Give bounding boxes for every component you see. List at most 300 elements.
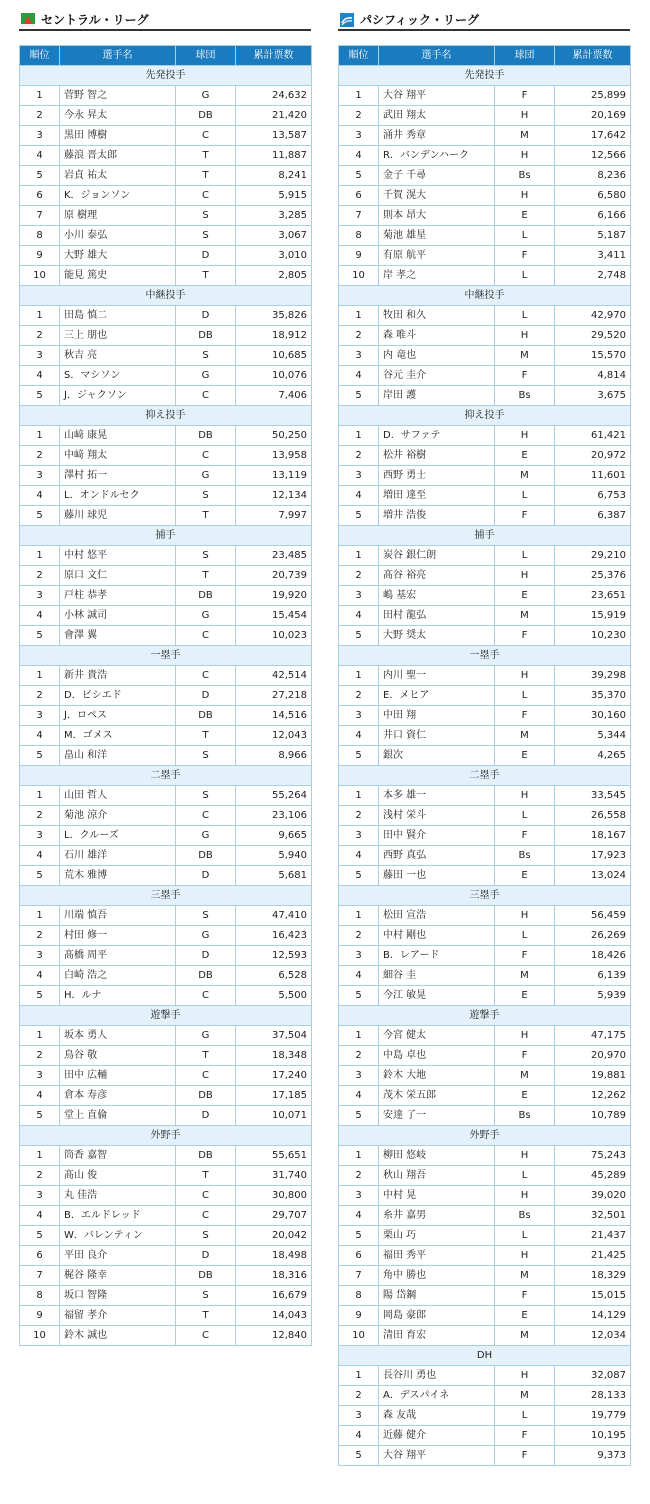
team-cell: E (495, 1086, 555, 1106)
table-row (20, 846, 312, 866)
votes-cell: 27,218 (236, 686, 312, 706)
votes-cell: 56,459 (555, 906, 631, 926)
player-name-cell: R．バンデンハーク (379, 146, 495, 166)
team-cell: C (176, 386, 236, 406)
table-row (339, 326, 631, 346)
player-name-cell: 栗山 巧 (379, 1226, 495, 1246)
rank-cell: 8 (339, 1286, 379, 1306)
rank-cell: 8 (20, 1286, 60, 1306)
player-name-cell: 大谷 翔平 (379, 86, 495, 106)
central-league-logo-icon (21, 13, 35, 27)
central-league-header (19, 10, 311, 31)
votes-cell: 16,423 (236, 926, 312, 946)
position-header-row (339, 646, 631, 666)
player-name-cell: H．ルナ (60, 986, 176, 1006)
table-row (339, 846, 631, 866)
team-cell: M (495, 606, 555, 626)
votes-cell: 6,166 (555, 206, 631, 226)
team-cell: C (176, 806, 236, 826)
rank-cell: 2 (339, 106, 379, 126)
rank-cell: 2 (339, 326, 379, 346)
team-cell: T (176, 266, 236, 286)
player-name-cell: 澤村 拓一 (60, 466, 176, 486)
team-cell: L (495, 306, 555, 326)
team-cell: T (176, 146, 236, 166)
table-row (339, 386, 631, 406)
player-name-cell: 岸田 護 (379, 386, 495, 406)
team-cell: S (176, 786, 236, 806)
votes-cell: 12,262 (555, 1086, 631, 1106)
table-row (339, 606, 631, 626)
table-row (20, 486, 312, 506)
position-header-row (20, 766, 312, 786)
rank-cell: 6 (339, 1246, 379, 1266)
player-name-cell: 本多 雄一 (379, 786, 495, 806)
table-row (20, 446, 312, 466)
position-header-row (339, 286, 631, 306)
position-header: 遊撃手 (339, 1006, 631, 1026)
votes-cell: 42,514 (236, 666, 312, 686)
player-name-cell: 岡島 豪郎 (379, 1306, 495, 1326)
team-cell: L (495, 1406, 555, 1426)
rank-cell: 1 (339, 786, 379, 806)
position-header: 遊撃手 (20, 1006, 312, 1026)
table-row (20, 906, 312, 926)
votes-cell: 14,516 (236, 706, 312, 726)
votes-cell: 13,119 (236, 466, 312, 486)
votes-cell: 42,970 (555, 306, 631, 326)
player-name-cell: 川端 慎吾 (60, 906, 176, 926)
player-name-cell: 畠山 和洋 (60, 746, 176, 766)
table-row (20, 326, 312, 346)
votes-cell: 6,139 (555, 966, 631, 986)
position-header-row (339, 1346, 631, 1366)
team-cell: L (495, 546, 555, 566)
table-row (339, 1446, 631, 1466)
player-name-cell: 鳥谷 敬 (60, 1046, 176, 1066)
table-row (20, 966, 312, 986)
position-header-row (339, 766, 631, 786)
team-cell: E (495, 986, 555, 1006)
rank-cell: 1 (339, 906, 379, 926)
votes-cell: 18,426 (555, 946, 631, 966)
team-cell: M (495, 726, 555, 746)
player-name-cell: D．サファテ (379, 426, 495, 446)
team-cell: M (495, 126, 555, 146)
player-name-cell: 涌井 秀章 (379, 126, 495, 146)
table-header-row (339, 46, 631, 66)
player-name-cell: M．ゴメス (60, 726, 176, 746)
player-name-cell: 西野 真弘 (379, 846, 495, 866)
rank-cell: 4 (20, 1086, 60, 1106)
pacific-league-panel (338, 10, 630, 1466)
table-row (339, 706, 631, 726)
position-header-row (339, 66, 631, 86)
rank-cell: 4 (339, 606, 379, 626)
votes-cell: 15,919 (555, 606, 631, 626)
team-cell: C (176, 626, 236, 646)
table-row (339, 346, 631, 366)
player-name-cell: B．エルドレッド (60, 1206, 176, 1226)
rank-cell: 4 (339, 1086, 379, 1106)
team-cell: S (176, 906, 236, 926)
table-row (20, 506, 312, 526)
table-row (20, 986, 312, 1006)
votes-cell: 17,923 (555, 846, 631, 866)
table-row (339, 986, 631, 1006)
table-row (339, 1166, 631, 1186)
votes-cell: 10,685 (236, 346, 312, 366)
votes-cell: 50,250 (236, 426, 312, 446)
votes-cell: 7,406 (236, 386, 312, 406)
player-name-cell: L．クルーズ (60, 826, 176, 846)
player-name-cell: E．メヒア (379, 686, 495, 706)
position-header-row (20, 406, 312, 426)
player-name-cell: 浅村 栄斗 (379, 806, 495, 826)
position-header: 中継投手 (20, 286, 312, 306)
team-cell: C (176, 1326, 236, 1346)
team-cell: T (176, 1306, 236, 1326)
player-name-cell: 増田 達至 (379, 486, 495, 506)
votes-cell: 19,920 (236, 586, 312, 606)
table-row (20, 166, 312, 186)
table-row (20, 426, 312, 446)
table-row (20, 226, 312, 246)
rank-cell: 3 (339, 466, 379, 486)
player-name-cell: 中村 剛也 (379, 926, 495, 946)
rank-cell: 9 (20, 246, 60, 266)
table-row (339, 306, 631, 326)
rank-cell: 1 (339, 546, 379, 566)
table-row (339, 86, 631, 106)
votes-cell: 21,420 (236, 106, 312, 126)
table-row (20, 1326, 312, 1346)
player-name-cell: 中村 悠平 (60, 546, 176, 566)
rank-cell: 5 (20, 986, 60, 1006)
rank-cell: 1 (20, 906, 60, 926)
team-cell: G (176, 1026, 236, 1046)
player-name-cell: 松田 宣浩 (379, 906, 495, 926)
rank-cell: 4 (20, 846, 60, 866)
votes-cell: 23,106 (236, 806, 312, 826)
central-league-title: セントラル・リーグ (41, 13, 149, 27)
rank-cell: 4 (20, 966, 60, 986)
player-name-cell: 坂本 勇人 (60, 1026, 176, 1046)
table-row (339, 366, 631, 386)
table-row (20, 1086, 312, 1106)
team-cell: F (495, 826, 555, 846)
rank-cell: 5 (339, 626, 379, 646)
player-name-cell: 小川 泰弘 (60, 226, 176, 246)
team-cell: H (495, 566, 555, 586)
player-name-cell: 髙橋 周平 (60, 946, 176, 966)
table-row (20, 826, 312, 846)
rank-cell: 2 (339, 806, 379, 826)
votes-cell: 20,970 (555, 1046, 631, 1066)
table-row (339, 1246, 631, 1266)
player-name-cell: D．ビシエド (60, 686, 176, 706)
player-name-cell: S．マシソン (60, 366, 176, 386)
team-cell: DB (176, 586, 236, 606)
team-cell: F (495, 246, 555, 266)
votes-cell: 7,997 (236, 506, 312, 526)
rank-cell: 3 (20, 1186, 60, 1206)
rank-cell: 4 (20, 146, 60, 166)
player-name-cell: 近藤 健介 (379, 1426, 495, 1446)
col-header-votes: 累計票数 (555, 46, 631, 66)
rank-cell: 2 (20, 326, 60, 346)
player-name-cell: 岸 孝之 (379, 266, 495, 286)
team-cell: C (176, 1186, 236, 1206)
rank-cell: 1 (20, 1146, 60, 1166)
team-cell: H (495, 906, 555, 926)
table-row (20, 606, 312, 626)
table-row (20, 546, 312, 566)
team-cell: DB (176, 1086, 236, 1106)
rank-cell: 5 (20, 166, 60, 186)
player-name-cell: 菅野 智之 (60, 86, 176, 106)
rank-cell: 4 (20, 366, 60, 386)
rank-cell: 3 (20, 466, 60, 486)
rank-cell: 2 (339, 686, 379, 706)
position-header-row (20, 646, 312, 666)
votes-cell: 18,912 (236, 326, 312, 346)
player-name-cell: 原口 文仁 (60, 566, 176, 586)
table-row (20, 386, 312, 406)
position-header: 先発投手 (20, 66, 312, 86)
table-row (20, 666, 312, 686)
team-cell: T (176, 726, 236, 746)
team-cell: L (495, 226, 555, 246)
team-cell: DB (176, 846, 236, 866)
player-name-cell: 梶谷 隆幸 (60, 1266, 176, 1286)
team-cell: M (495, 346, 555, 366)
votes-cell: 55,651 (236, 1146, 312, 1166)
votes-cell: 5,344 (555, 726, 631, 746)
votes-cell: 47,175 (555, 1026, 631, 1046)
votes-cell: 5,500 (236, 986, 312, 1006)
rank-cell: 3 (339, 586, 379, 606)
rank-cell: 3 (339, 1186, 379, 1206)
rank-cell: 3 (20, 346, 60, 366)
table-row (20, 466, 312, 486)
team-cell: M (495, 1266, 555, 1286)
rank-cell: 1 (20, 1026, 60, 1046)
position-header-row (339, 526, 631, 546)
votes-cell: 15,015 (555, 1286, 631, 1306)
team-cell: M (495, 1326, 555, 1346)
player-name-cell: 中村 晃 (379, 1186, 495, 1206)
table-row (20, 266, 312, 286)
table-header-row (20, 46, 312, 66)
team-cell: DB (176, 426, 236, 446)
position-header: 三塁手 (20, 886, 312, 906)
table-row (20, 1246, 312, 1266)
rank-cell: 2 (20, 106, 60, 126)
rank-cell: 3 (20, 706, 60, 726)
table-row (20, 366, 312, 386)
rank-cell: 5 (339, 1106, 379, 1126)
rank-cell: 3 (20, 126, 60, 146)
rank-cell: 5 (339, 166, 379, 186)
rank-cell: 2 (20, 566, 60, 586)
rank-cell: 4 (339, 1426, 379, 1446)
table-row (339, 1326, 631, 1346)
rank-cell: 2 (339, 566, 379, 586)
player-name-cell: L．オンドルセク (60, 486, 176, 506)
table-row (20, 1206, 312, 1226)
votes-cell: 12,043 (236, 726, 312, 746)
table-row (339, 566, 631, 586)
rank-cell: 4 (20, 486, 60, 506)
team-cell: F (495, 366, 555, 386)
table-row (339, 866, 631, 886)
position-header: 外野手 (20, 1126, 312, 1146)
player-name-cell: 今宮 健太 (379, 1026, 495, 1046)
team-cell: L (495, 486, 555, 506)
table-row (20, 1046, 312, 1066)
table-row (339, 1366, 631, 1386)
votes-cell: 9,373 (555, 1446, 631, 1466)
team-cell: D (176, 1106, 236, 1126)
table-row (339, 726, 631, 746)
table-row (20, 926, 312, 946)
position-header: 二塁手 (339, 766, 631, 786)
votes-cell: 47,410 (236, 906, 312, 926)
votes-cell: 30,160 (555, 706, 631, 726)
team-cell: H (495, 1186, 555, 1206)
team-cell: T (176, 506, 236, 526)
votes-cell: 13,024 (555, 866, 631, 886)
team-cell: F (495, 706, 555, 726)
team-cell: H (495, 1026, 555, 1046)
rank-cell: 5 (339, 986, 379, 1006)
rank-cell: 5 (20, 626, 60, 646)
team-cell: E (495, 586, 555, 606)
votes-cell: 26,269 (555, 926, 631, 946)
player-name-cell: 髙山 俊 (60, 1166, 176, 1186)
player-name-cell: 白崎 浩之 (60, 966, 176, 986)
rank-cell: 9 (339, 246, 379, 266)
votes-cell: 19,779 (555, 1406, 631, 1426)
rank-cell: 1 (339, 306, 379, 326)
table-row (20, 306, 312, 326)
table-row (339, 1186, 631, 1206)
pacific-votes-table (338, 45, 631, 1466)
rank-cell: 3 (339, 946, 379, 966)
position-header: 三塁手 (339, 886, 631, 906)
votes-cell: 17,240 (236, 1066, 312, 1086)
player-name-cell: 山﨑 康晃 (60, 426, 176, 446)
player-name-cell: 福留 孝介 (60, 1306, 176, 1326)
rank-cell: 6 (339, 186, 379, 206)
table-row (20, 746, 312, 766)
table-row (20, 126, 312, 146)
table-row (20, 1286, 312, 1306)
rank-cell: 2 (20, 446, 60, 466)
player-name-cell: 丸 佳浩 (60, 1186, 176, 1206)
player-name-cell: 今江 敏晃 (379, 986, 495, 1006)
votes-cell: 39,298 (555, 666, 631, 686)
player-name-cell: J．ジャクソン (60, 386, 176, 406)
team-cell: Bs (495, 1106, 555, 1126)
votes-cell: 8,966 (236, 746, 312, 766)
team-cell: Bs (495, 166, 555, 186)
team-cell: DB (176, 1146, 236, 1166)
votes-cell: 24,632 (236, 86, 312, 106)
rank-cell: 3 (339, 1406, 379, 1426)
votes-cell: 18,348 (236, 1046, 312, 1066)
table-row (20, 206, 312, 226)
rank-cell: 2 (20, 1046, 60, 1066)
table-row (339, 746, 631, 766)
rank-cell: 1 (339, 666, 379, 686)
position-header-row (20, 1006, 312, 1026)
table-row (339, 1066, 631, 1086)
votes-cell: 20,972 (555, 446, 631, 466)
team-cell: G (176, 366, 236, 386)
team-cell: L (495, 806, 555, 826)
player-name-cell: 秋山 翔吾 (379, 1166, 495, 1186)
votes-cell: 18,329 (555, 1266, 631, 1286)
votes-cell: 14,129 (555, 1306, 631, 1326)
player-name-cell: 能見 篤史 (60, 266, 176, 286)
rank-cell: 9 (20, 1306, 60, 1326)
table-row (339, 266, 631, 286)
table-row (20, 86, 312, 106)
votes-cell: 10,789 (555, 1106, 631, 1126)
table-row (20, 1066, 312, 1086)
votes-cell: 5,681 (236, 866, 312, 886)
table-row (339, 546, 631, 566)
rank-cell: 3 (339, 1066, 379, 1086)
rank-cell: 2 (339, 1386, 379, 1406)
player-name-cell: 山田 哲人 (60, 786, 176, 806)
votes-cell: 15,570 (555, 346, 631, 366)
votes-cell: 20,042 (236, 1226, 312, 1246)
player-name-cell: 菊池 雄星 (379, 226, 495, 246)
position-header: 抑え投手 (20, 406, 312, 426)
rank-cell: 4 (339, 1206, 379, 1226)
votes-cell: 16,679 (236, 1286, 312, 1306)
team-cell: H (495, 666, 555, 686)
votes-cell: 10,071 (236, 1106, 312, 1126)
team-cell: G (176, 826, 236, 846)
position-header: 外野手 (339, 1126, 631, 1146)
rank-cell: 3 (339, 826, 379, 846)
player-name-cell: 牧田 和久 (379, 306, 495, 326)
team-cell: H (495, 1366, 555, 1386)
votes-cell: 75,243 (555, 1146, 631, 1166)
table-row (339, 126, 631, 146)
table-row (339, 946, 631, 966)
table-row (339, 1226, 631, 1246)
col-header-votes: 累計票数 (236, 46, 312, 66)
table-row (339, 1386, 631, 1406)
table-row (20, 946, 312, 966)
votes-cell: 3,411 (555, 246, 631, 266)
rank-cell: 2 (339, 1166, 379, 1186)
rank-cell: 2 (339, 1046, 379, 1066)
team-cell: E (495, 746, 555, 766)
player-name-cell: 千賀 滉大 (379, 186, 495, 206)
rank-cell: 5 (20, 1106, 60, 1126)
table-row (20, 1146, 312, 1166)
team-cell: Bs (495, 386, 555, 406)
votes-cell: 11,887 (236, 146, 312, 166)
votes-cell: 10,195 (555, 1426, 631, 1446)
player-name-cell: 髙谷 裕亮 (379, 566, 495, 586)
